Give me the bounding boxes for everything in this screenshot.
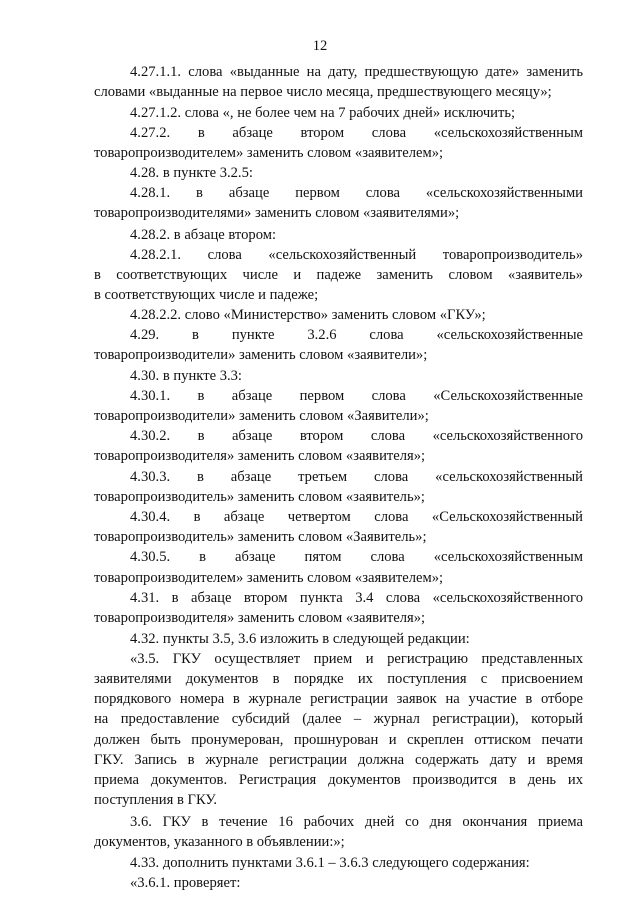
text-line: товаропроизводителем» заменить словом «заявителем»; xyxy=(94,145,444,161)
text-line: 4.28.2.1. слова «сельскохозяйственный товаропроизводитель» xyxy=(130,247,583,263)
text-line: «3.5. ГКУ осуществляет прием и регистрацию представленных xyxy=(130,651,583,667)
text-line: товаропроизводителя» заменить словом «заявителя»; xyxy=(94,448,426,464)
text-line: 4.27.1.2. слова «, не более чем на 7 рабочих дней» исключить; xyxy=(130,105,516,121)
text-line: 4.30.1. в абзаце первом слова «Сельскохозяйственные xyxy=(130,388,583,404)
text-line: поступления в ГКУ. xyxy=(94,792,217,808)
text-line: 4.28.2. в абзаце втором: xyxy=(130,227,277,243)
text-line: товаропроизводитель» заменить словом «Заявитель»; xyxy=(94,529,427,545)
text-line: 4.30.2. в абзаце втором слова «сельскохозяйственного xyxy=(130,428,583,444)
text-line: словами «выданные на первое число месяца, предшествующего месяцу»; xyxy=(94,84,552,100)
text-line: 4.27.1.1. слова «выданные на дату, предшествующую дате» заменить xyxy=(130,64,583,80)
text-line: 4.31. в абзаце втором пункта 3.4 слова «сельскохозяйственного xyxy=(130,590,583,606)
text-line: порядкового номера в журнале регистрации заявок на участие в отборе xyxy=(94,691,583,707)
text-line: ГКУ. Запись в журнале регистрации должна содержать дату и время xyxy=(94,752,583,768)
text-line: 4.30. в пункте 3.3: xyxy=(130,368,242,384)
text-line: приема документов. Регистрация документов производится в день их xyxy=(94,772,583,788)
text-line: на предоставление субсидий (далее – журнал регистрации), который xyxy=(94,711,583,727)
text-line: 4.28.2.2. слово «Министерство» заменить словом «ГКУ»; xyxy=(130,307,486,323)
text-line: в соответствующих числе и падеже; xyxy=(94,287,319,303)
text-line: товаропроизводителями» заменить словом «заявителями»; xyxy=(94,205,460,221)
text-line: «3.6.1. проверяет: xyxy=(130,875,241,891)
text-line: 4.28.1. в абзаце первом слова «сельскохозяйственными xyxy=(130,185,583,201)
text-line: 3.6. ГКУ в течение 16 рабочих дней со дня окончания приема xyxy=(130,814,583,830)
text-line: должен быть пронумерован, прошнурован и скреплен оттиском печати xyxy=(94,732,583,748)
text-line: товаропроизводители» заменить словом «Заявители»; xyxy=(94,408,429,424)
text-line: 4.30.3. в абзаце третьем слова «сельскохозяйственный xyxy=(130,469,583,485)
text-line: 4.32. пункты 3.5, 3.6 изложить в следующей редакции: xyxy=(130,631,470,647)
text-line: 4.28. в пункте 3.2.5: xyxy=(130,165,253,181)
text-line: 4.27.2. в абзаце втором слова «сельскохозяйственным xyxy=(130,125,583,141)
text-line: документов, указанного в объявлении:»; xyxy=(94,834,345,850)
text-line: 4.33. дополнить пунктами 3.6.1 – 3.6.3 следующего содержания: xyxy=(130,855,530,871)
text-line: заявителями документов в порядке их поступления с присвоением xyxy=(94,671,583,687)
text-line: 4.30.5. в абзаце пятом слова «сельскохозяйственным xyxy=(130,549,583,565)
text-line: товаропроизводитель» заменить словом «заявитель»; xyxy=(94,489,425,505)
text-line: в соответствующих числе и падеже заменить словом «заявитель» xyxy=(94,267,583,283)
text-line: 4.30.4. в абзаце четвертом слова «Сельскохозяйственный xyxy=(130,509,583,525)
text-line: товаропроизводителя» заменить словом «заявителя»; xyxy=(94,610,426,626)
text-line: товаропроизводителем» заменить словом «заявителем»; xyxy=(94,570,444,586)
text-line: товаропроизводители» заменить словом «заявители»; xyxy=(94,347,428,363)
text-line: 4.29. в пункте 3.2.6 слова «сельскохозяйственные xyxy=(130,327,583,343)
page-number: 12 xyxy=(312,38,328,54)
